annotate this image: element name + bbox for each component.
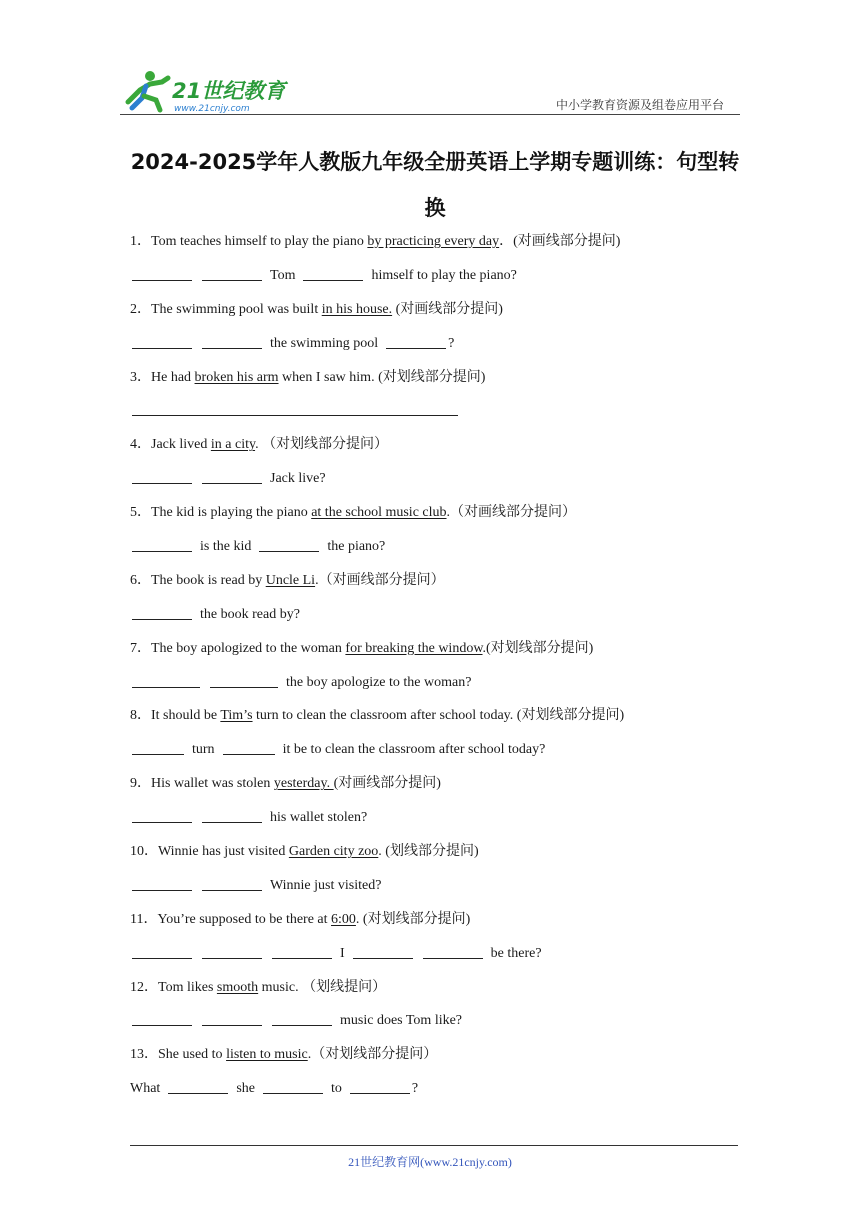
underlined-part: by practicing every day [367,234,500,249]
logo-url: www.21cnjy.com [174,104,250,114]
underlined-part: Tim’s [220,708,253,724]
answer-blank[interactable] [132,740,184,755]
answer-7: the boy apologize to the woman? [130,670,750,704]
answer-blank[interactable] [132,876,192,891]
question-7: 7．The boy apologized to the woman for breaking the window.(对划线部分提问) [130,640,594,656]
answer-12: music does Tom like? [130,1008,750,1042]
question-list [130,229,750,1110]
answer-blank[interactable] [132,808,192,823]
answer-blank[interactable] [202,876,262,891]
answer-blank[interactable] [132,605,192,620]
underlined-part: smooth [216,979,259,995]
question-12: 12．Tom likes smooth music. （划线提问） [130,979,387,995]
answer-blank[interactable] [132,944,192,959]
footer-text: 21世纪教育网(www.21cnjy.com) [348,1155,512,1169]
question-6: 6．The book is read by Uncle Li.（对画线部分提问） [130,572,445,588]
question-3: 3．He had broken his arm when I saw him. (对划线部分提问) [130,369,486,385]
answer-blank[interactable] [272,1011,332,1026]
question-4: 4．Jack lived in a city. （对划线部分提问） [130,437,389,453]
underlined-part: Uncle Li [265,572,316,588]
answer-blank[interactable] [132,401,458,416]
answer-blank[interactable] [202,944,262,959]
answer-blank[interactable] [223,740,275,755]
underlined-part: for breaking the window [345,640,483,656]
answer-blank[interactable] [132,266,192,281]
logo-text: 21世纪教育 [172,79,286,103]
page-title: 2024-2025学年人教版九年级全册英语上学期专题训练：句型转 [130,150,740,174]
answer-6: the book read by? [130,602,750,636]
answer-13: What she to ? [130,1081,419,1097]
answer-2: the swimming pool ? [130,331,750,365]
answer-blank[interactable] [263,1079,323,1094]
answer-blank[interactable] [350,1079,410,1094]
answer-blank[interactable] [132,673,200,688]
question-11: 11．You’re supposed to be there at 6:00. (对划线部分提问) [130,911,471,927]
answer-1: Tom himself to play the piano? [130,263,750,297]
underlined-part: listen to music [226,1047,308,1063]
underlined-part: in a city [210,437,256,453]
page-title-continued: 换 [424,196,446,220]
underlined-part: in his house. [321,301,393,317]
answer-8: turn it be to clean the classroom after school today? [130,737,750,771]
answer-blank[interactable] [423,944,483,959]
answer-9: his wallet stolen? [130,805,750,839]
answer-blank[interactable] [202,1011,262,1026]
question-2: 2．The swimming pool was built in his house. (对画线部分提问) [130,301,503,317]
answer-5: is the kid the piano? [130,534,750,568]
answer-blank[interactable] [132,469,192,484]
answer-blank[interactable] [303,266,363,281]
answer-blank[interactable] [259,537,319,552]
question-8: 8．It should be Tim’s turn to clean the classroom after school today. (对划线部分提问) [130,708,625,724]
question-1: 1．Tom teaches himself to play the piano by practicing every day．(对画线部分提问) [130,234,621,249]
answer-blank[interactable] [386,334,446,349]
answer-blank[interactable] [168,1079,228,1094]
question-10: 10．Winnie has just visited Garden city zoo. (划线部分提问) [130,844,479,860]
answer-blank[interactable] [202,469,262,484]
runner-logo-icon [120,68,300,114]
platform-label: 中小学教育资源及组卷应用平台 [555,98,724,112]
header-divider [120,114,740,115]
answer-10: Winnie just visited? [130,873,750,907]
answer-blank[interactable] [202,334,262,349]
question-9: 9．His wallet was stolen yesterday. (对画线部分提问) [130,776,441,792]
answer-blank[interactable] [353,944,413,959]
underlined-part: Garden city zoo [288,844,379,860]
answer-4: Jack live? [130,466,750,500]
answer-blank[interactable] [132,537,192,552]
answer-3 [130,398,750,432]
question-13: 13．She used to listen to music.（对划线部分提问） [130,1047,438,1063]
footer-divider [130,1145,738,1146]
answer-blank[interactable] [272,944,332,959]
underlined-part: 6:00 [331,911,356,927]
underlined-part: at the school music club [311,505,447,521]
answer-blank[interactable] [132,334,192,349]
answer-blank[interactable] [202,266,262,281]
answer-blank[interactable] [202,808,262,823]
underlined-part: yesterday. [273,776,334,792]
answer-blank[interactable] [132,1011,192,1026]
underlined-part: broken his arm [194,369,279,385]
answer-blank[interactable] [210,673,278,688]
question-5: 5．The kid is playing the piano at the school music club.（对画线部分提问） [130,505,577,521]
answer-11: I be there? [130,941,750,975]
page-header [120,68,740,116]
logo [120,68,300,114]
